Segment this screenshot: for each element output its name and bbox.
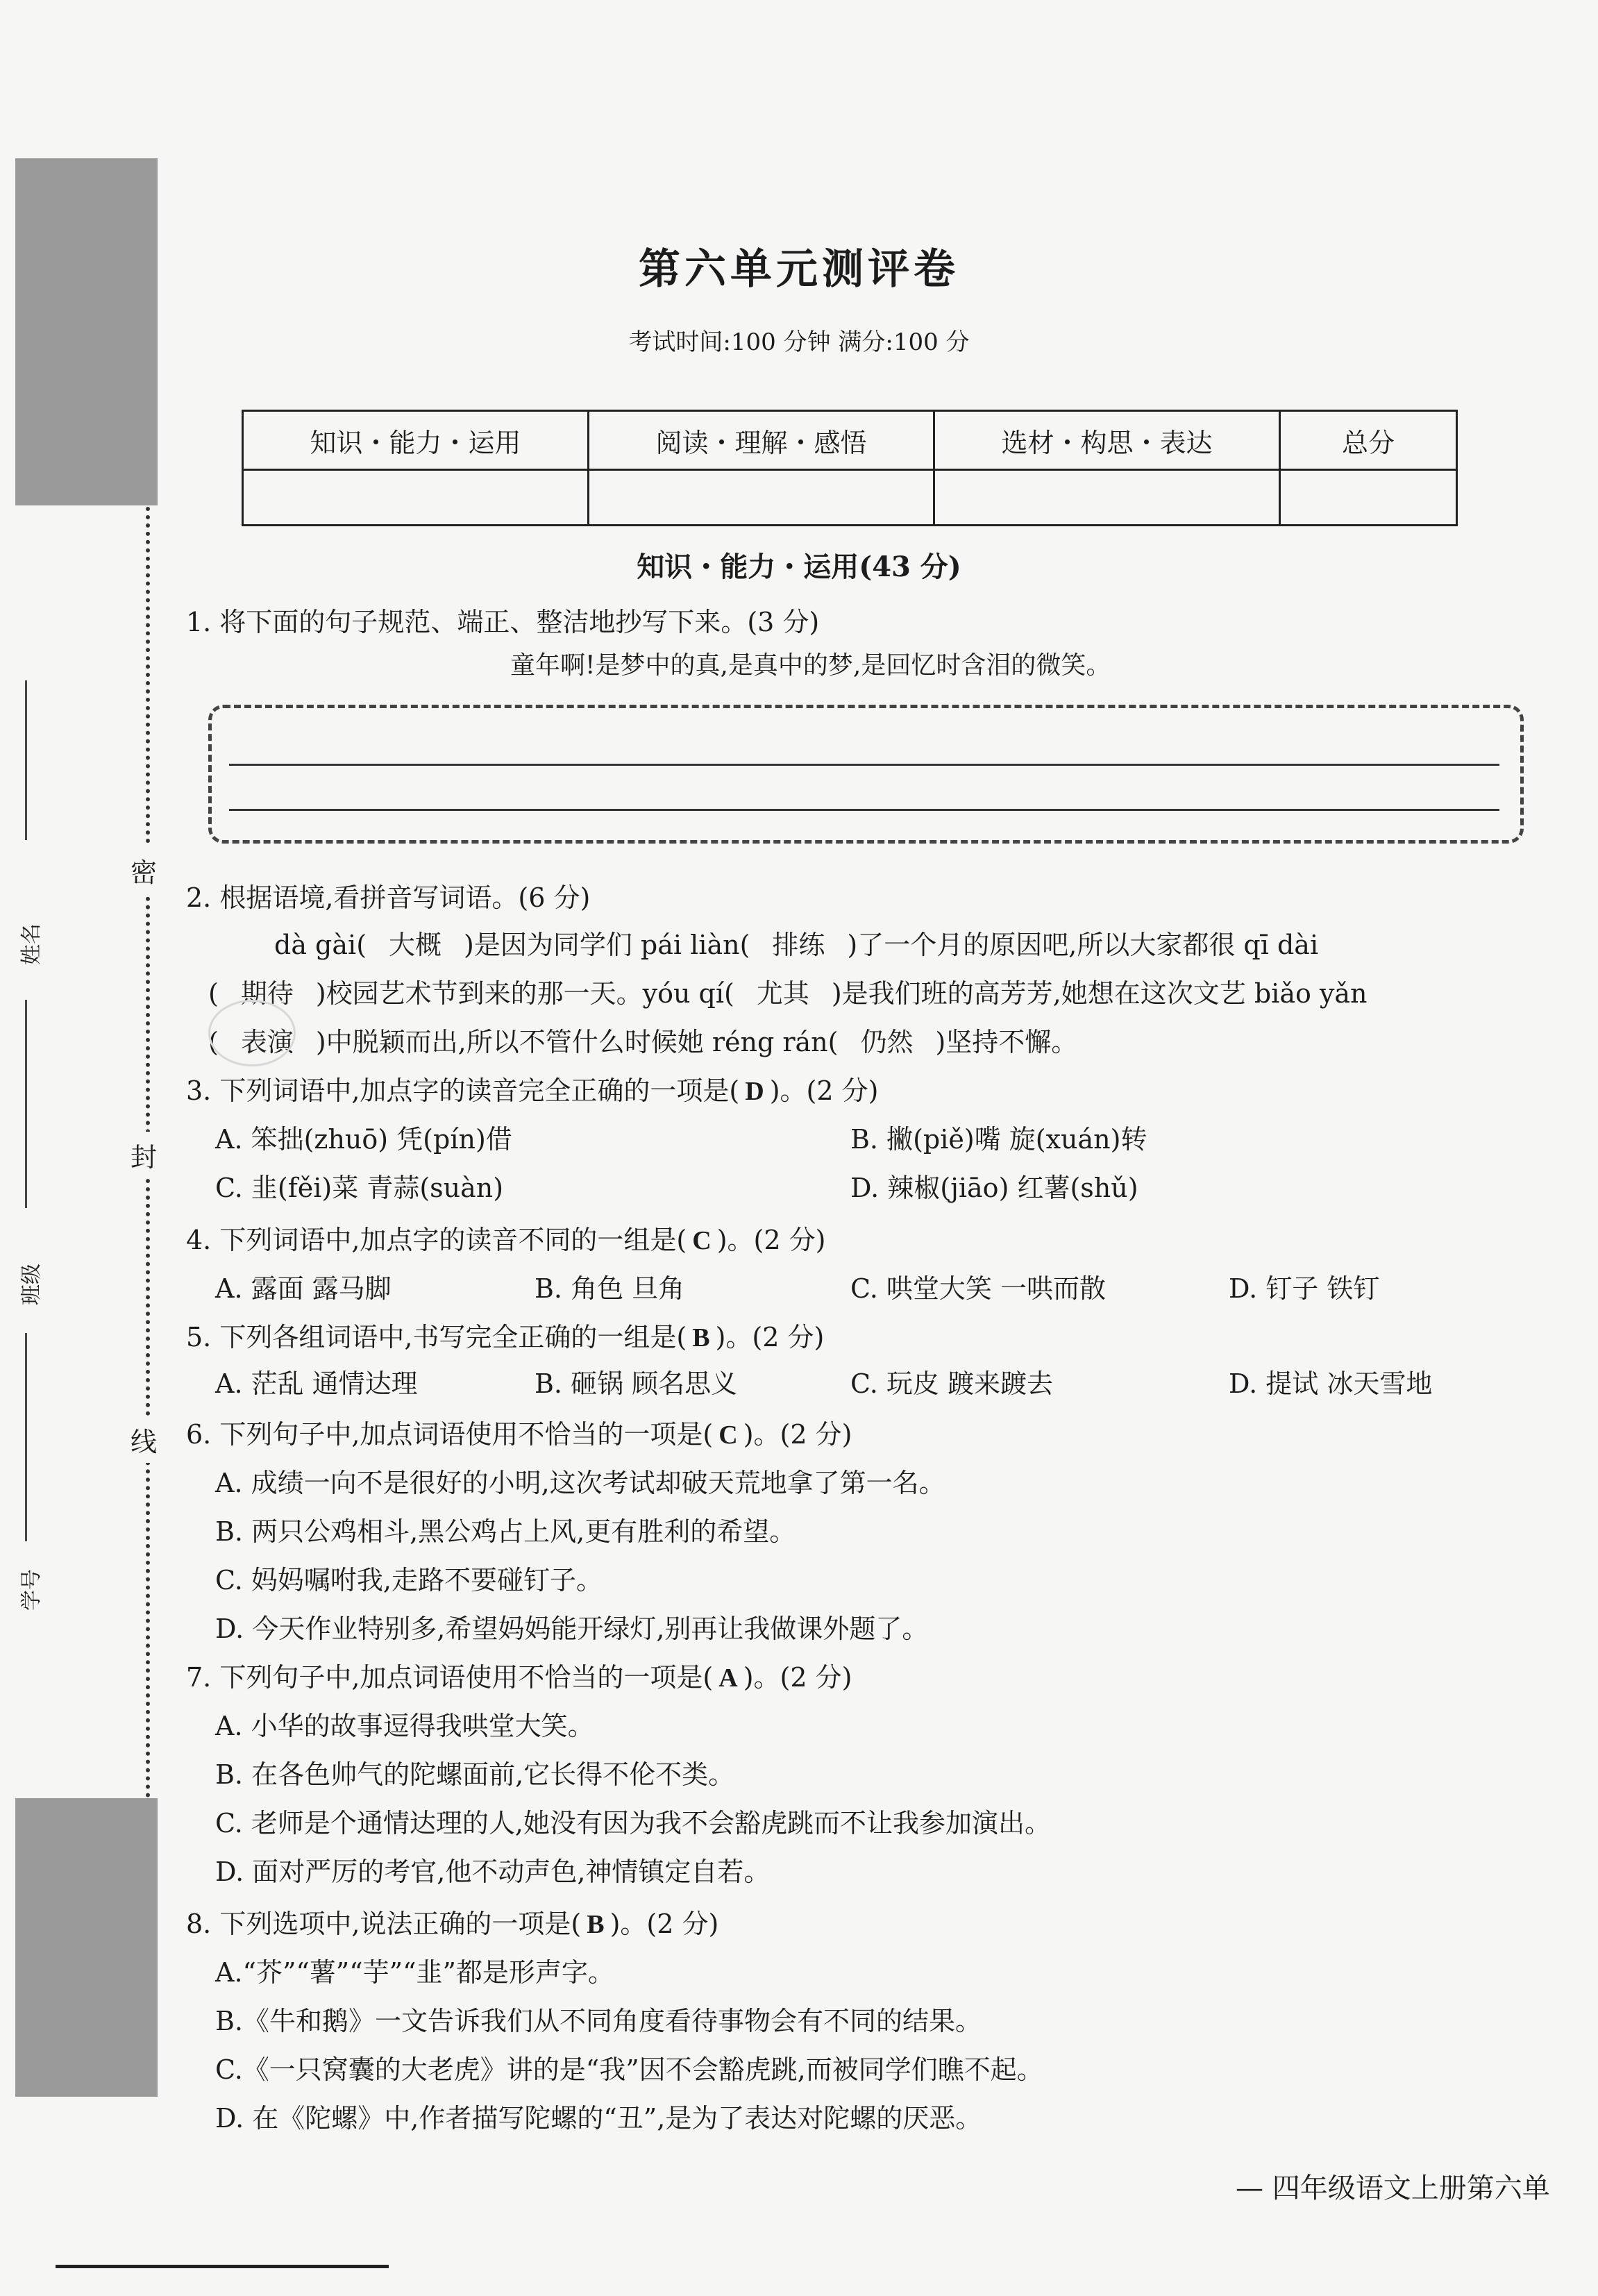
option-c: C.《一只窝囊的大老虎》讲的是“我”因不会豁虎跳,而被同学们瞧不起。	[215, 2054, 1043, 2085]
answer-qidai: 期待	[240, 978, 294, 1009]
id-label: 学号	[19, 1569, 44, 1611]
answer-mark: D	[745, 1077, 764, 1106]
question-2-stem: 2. 根据语境,看拼音写词语。(6 分)	[186, 882, 591, 913]
option-a: A. 笨拙(zhuō) 凭(pín)借	[215, 1124, 512, 1155]
question-2-line-2	[208, 972, 1368, 1010]
score-table	[242, 410, 1458, 526]
option-b: B.《牛和鹅》一文告诉我们从不同角度看待事物会有不同的结果。	[215, 2006, 982, 2036]
pinyin-text: )是因为同学们 pái liàn(	[464, 930, 750, 960]
pinyin-text: )了一个月的原因吧,所以大家都很 qī dài	[847, 930, 1319, 960]
seal-char-feng: 封	[131, 1132, 157, 1178]
question-5-stem	[186, 1316, 824, 1354]
answer-mark: B	[692, 1323, 710, 1352]
stem-text: )。(2 分)	[743, 1419, 852, 1450]
option-c: C. 韭(fěi)菜 青蒜(suàn)	[215, 1173, 504, 1203]
option-a: A.“芥”“薯”“芋”“韭”都是形声字。	[215, 1957, 614, 1988]
score-cell[interactable]	[589, 470, 934, 526]
score-header: 阅读・理解・感悟	[589, 411, 934, 470]
score-header: 选材・构思・表达	[934, 411, 1280, 470]
option-a: A. 成绩一向不是很好的小明,这次考试却破天荒地拿了第一名。	[215, 1468, 945, 1498]
option-c: C. 哄堂大笑 一哄而散	[850, 1273, 1106, 1304]
pinyin-text: )中脱颖而出,所以不管什么时候她 réng rán(	[315, 1027, 839, 1057]
question-6-stem	[186, 1413, 852, 1451]
answer-biaoyan: 表演	[240, 1027, 294, 1057]
option-c: C. 老师是个通情达理的人,她没有因为我不会豁虎跳而不让我参加演出。	[215, 1808, 1051, 1838]
option-b: B. 砸锅 顾名思义	[535, 1368, 738, 1399]
option-d: D. 在《陀螺》中,作者描写陀螺的“丑”,是为了表达对陀螺的厌恶。	[215, 2103, 982, 2134]
score-header: 知识・能力・运用	[243, 411, 589, 470]
binding-strip-bottom	[15, 1798, 158, 2097]
stem-text: 6. 下列句子中,加点词语使用不恰当的一项是(	[186, 1419, 714, 1450]
score-cell[interactable]	[243, 470, 589, 526]
option-b: B. 角色 旦角	[535, 1273, 685, 1304]
seal-char-mi: 密	[131, 847, 157, 894]
paren: (	[208, 1027, 219, 1057]
answer-mark: B	[587, 1910, 605, 1939]
option-d: D. 辣椒(jiāo) 红薯(shǔ)	[850, 1173, 1138, 1203]
question-4-stem	[186, 1218, 825, 1257]
pinyin-text: dà gài(	[274, 930, 367, 960]
stem-text: )。(2 分)	[743, 1662, 852, 1693]
id-field-line	[25, 1333, 27, 1541]
option-d: D. 今天作业特别多,希望妈妈能开绿灯,别再让我做课外题了。	[215, 1614, 929, 1644]
class-label: 班级	[19, 1264, 44, 1305]
watermark-stamp	[208, 1000, 296, 1066]
option-a: A. 小华的故事逗得我哄堂大笑。	[215, 1711, 594, 1741]
option-b: B. 两只公鸡相斗,黑公鸡占上风,更有胜利的希望。	[215, 1516, 796, 1547]
answer-mark: C	[692, 1226, 712, 1255]
question-1-stem: 1. 将下面的句子规范、端正、整洁地抄写下来。(3 分)	[186, 607, 820, 637]
stem-text: 4. 下列词语中,加点字的读音不同的一组是(	[186, 1225, 687, 1255]
option-d: D. 面对严厉的考官,他不动声色,神情镇定自若。	[215, 1857, 771, 1887]
option-c: C. 妈妈嘱咐我,走路不要碰钉子。	[215, 1565, 603, 1595]
paren: (	[208, 978, 219, 1009]
option-a: A. 茫乱 通情达理	[215, 1368, 418, 1399]
exam-info: 考试时间:100 分钟 满分:100 分	[628, 328, 970, 356]
stem-text: )。(2 分)	[769, 1075, 879, 1106]
pinyin-text: )是我们班的高芳芳,她想在这次文艺 biǎo yǎn	[831, 978, 1368, 1009]
question-3-stem	[186, 1069, 878, 1107]
answer-dagai: 大概	[389, 930, 442, 960]
score-cell[interactable]	[1280, 470, 1457, 526]
stem-text: 7. 下列句子中,加点词语使用不恰当的一项是(	[186, 1662, 714, 1693]
score-header: 总分	[1280, 411, 1457, 470]
question-1-sentence: 童年啊!是梦中的真,是真中的梦,是回忆时含泪的微笑。	[510, 651, 1111, 680]
name-field-line	[25, 680, 27, 840]
option-d: D. 钉子 铁钉	[1229, 1273, 1380, 1304]
pinyin-text: )校园艺术节到来的那一天。yóu qí(	[315, 978, 734, 1009]
page-footer: — 四年级语文上册第六单	[1236, 2172, 1550, 2204]
question-2-line-3	[208, 1021, 1077, 1059]
seal-char-xian: 线	[131, 1416, 157, 1463]
bottom-rule	[56, 2265, 389, 2268]
option-b: B. 撇(piě)嘴 旋(xuán)转	[850, 1124, 1147, 1155]
score-cell[interactable]	[934, 470, 1280, 526]
answer-youqi: 尤其	[756, 978, 809, 1009]
answer-mark: A	[718, 1664, 738, 1693]
section-heading: 知识・能力・运用(43 分)	[637, 551, 961, 583]
option-a: A. 露面 露马脚	[215, 1273, 392, 1304]
pinyin-text: )坚持不懈。	[935, 1027, 1078, 1057]
option-d: D. 提试 冰天雪地	[1229, 1368, 1433, 1399]
question-2-line-1	[274, 923, 1318, 962]
page-title: 第六单元测评卷	[639, 245, 959, 294]
stem-text: )。(2 分)	[609, 1909, 719, 1939]
stem-text: 3. 下列词语中,加点字的读音完全正确的一项是(	[186, 1075, 740, 1106]
option-c: C. 玩皮 踱来踱去	[850, 1368, 1053, 1399]
question-8-stem	[186, 1902, 718, 1941]
stem-text: )。(2 分)	[715, 1322, 825, 1352]
stem-text: 5. 下列各组词语中,书写完全正确的一组是(	[186, 1322, 687, 1352]
class-field-line	[25, 1000, 27, 1208]
copy-writing-box[interactable]	[208, 705, 1524, 844]
writing-line	[229, 809, 1499, 811]
stem-text: )。(2 分)	[716, 1225, 826, 1255]
answer-pailian: 排练	[772, 930, 825, 960]
question-7-stem	[186, 1656, 852, 1694]
answer-rengran: 仍然	[860, 1027, 914, 1057]
option-b: B. 在各色帅气的陀螺面前,它长得不伦不类。	[215, 1759, 735, 1790]
name-label: 姓名	[19, 923, 44, 965]
stem-text: 8. 下列选项中,说法正确的一项是(	[186, 1909, 582, 1939]
answer-mark: C	[718, 1421, 738, 1450]
writing-line	[229, 764, 1499, 766]
